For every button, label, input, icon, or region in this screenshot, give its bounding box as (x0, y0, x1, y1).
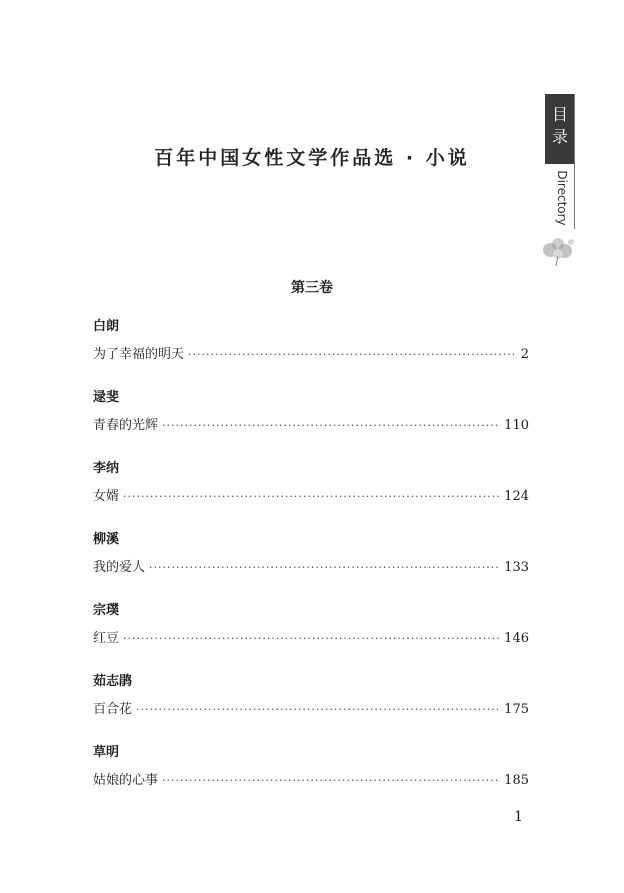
toc-entry (93, 318, 529, 389)
folio-number: 1 (514, 809, 523, 825)
toc-entry (93, 673, 529, 744)
tab-char-mu: 目 (551, 105, 568, 124)
toc-row[interactable] (93, 630, 529, 648)
toc-entry (93, 389, 529, 460)
work-title: 红豆 (93, 631, 120, 646)
work-title: 我的爱人 (93, 560, 146, 575)
work-title: 姑娘的心事 (93, 773, 159, 788)
page-number: 175 (504, 702, 529, 717)
page-number: 110 (504, 418, 529, 433)
toc-list (93, 318, 529, 815)
toc-row[interactable] (93, 417, 529, 435)
page-number: 2 (520, 347, 529, 362)
work-title: 青春的光辉 (93, 418, 159, 433)
page-number: 124 (504, 489, 529, 504)
work-title: 女婿 (93, 489, 120, 504)
dot-leader (149, 559, 500, 577)
dot-leader (188, 346, 517, 364)
work-title: 百合花 (93, 702, 133, 717)
author-name: 茹志鹃 (93, 674, 133, 689)
dot-leader (162, 417, 500, 435)
tab-english-label: Directory (555, 170, 569, 226)
page-number: 146 (504, 631, 529, 646)
dot-leader (123, 630, 500, 648)
page-number: 133 (504, 560, 529, 575)
dot-leader (162, 772, 500, 790)
toc-entry (93, 744, 529, 815)
volume-title: 第三卷 (291, 280, 333, 296)
toc-row[interactable] (93, 559, 529, 577)
author-name: 草明 (93, 745, 120, 760)
toc-row[interactable] (93, 701, 529, 719)
tab-char-lu: 录 (551, 127, 568, 146)
toc-row[interactable] (93, 488, 529, 506)
section-tab (545, 94, 575, 164)
toc-entry (93, 602, 529, 673)
dot-leader (136, 701, 500, 719)
toc-entry (93, 460, 529, 531)
page-number: 185 (504, 773, 529, 788)
author-name: 白朗 (93, 319, 120, 334)
toc-row[interactable] (93, 772, 529, 790)
book-title: 百年中国女性文学作品选 · 小说 (154, 147, 470, 169)
toc-entry (93, 531, 529, 602)
flower-icon (538, 232, 578, 268)
work-title: 为了幸福的明天 (93, 347, 185, 362)
tab-divider-line (574, 94, 575, 229)
author-name: 李纳 (93, 461, 120, 476)
toc-row[interactable] (93, 346, 529, 364)
dot-leader (123, 488, 500, 506)
author-name: 宗璞 (93, 603, 120, 618)
author-name: 柳溪 (93, 532, 120, 547)
author-name: 逯斐 (93, 390, 120, 405)
